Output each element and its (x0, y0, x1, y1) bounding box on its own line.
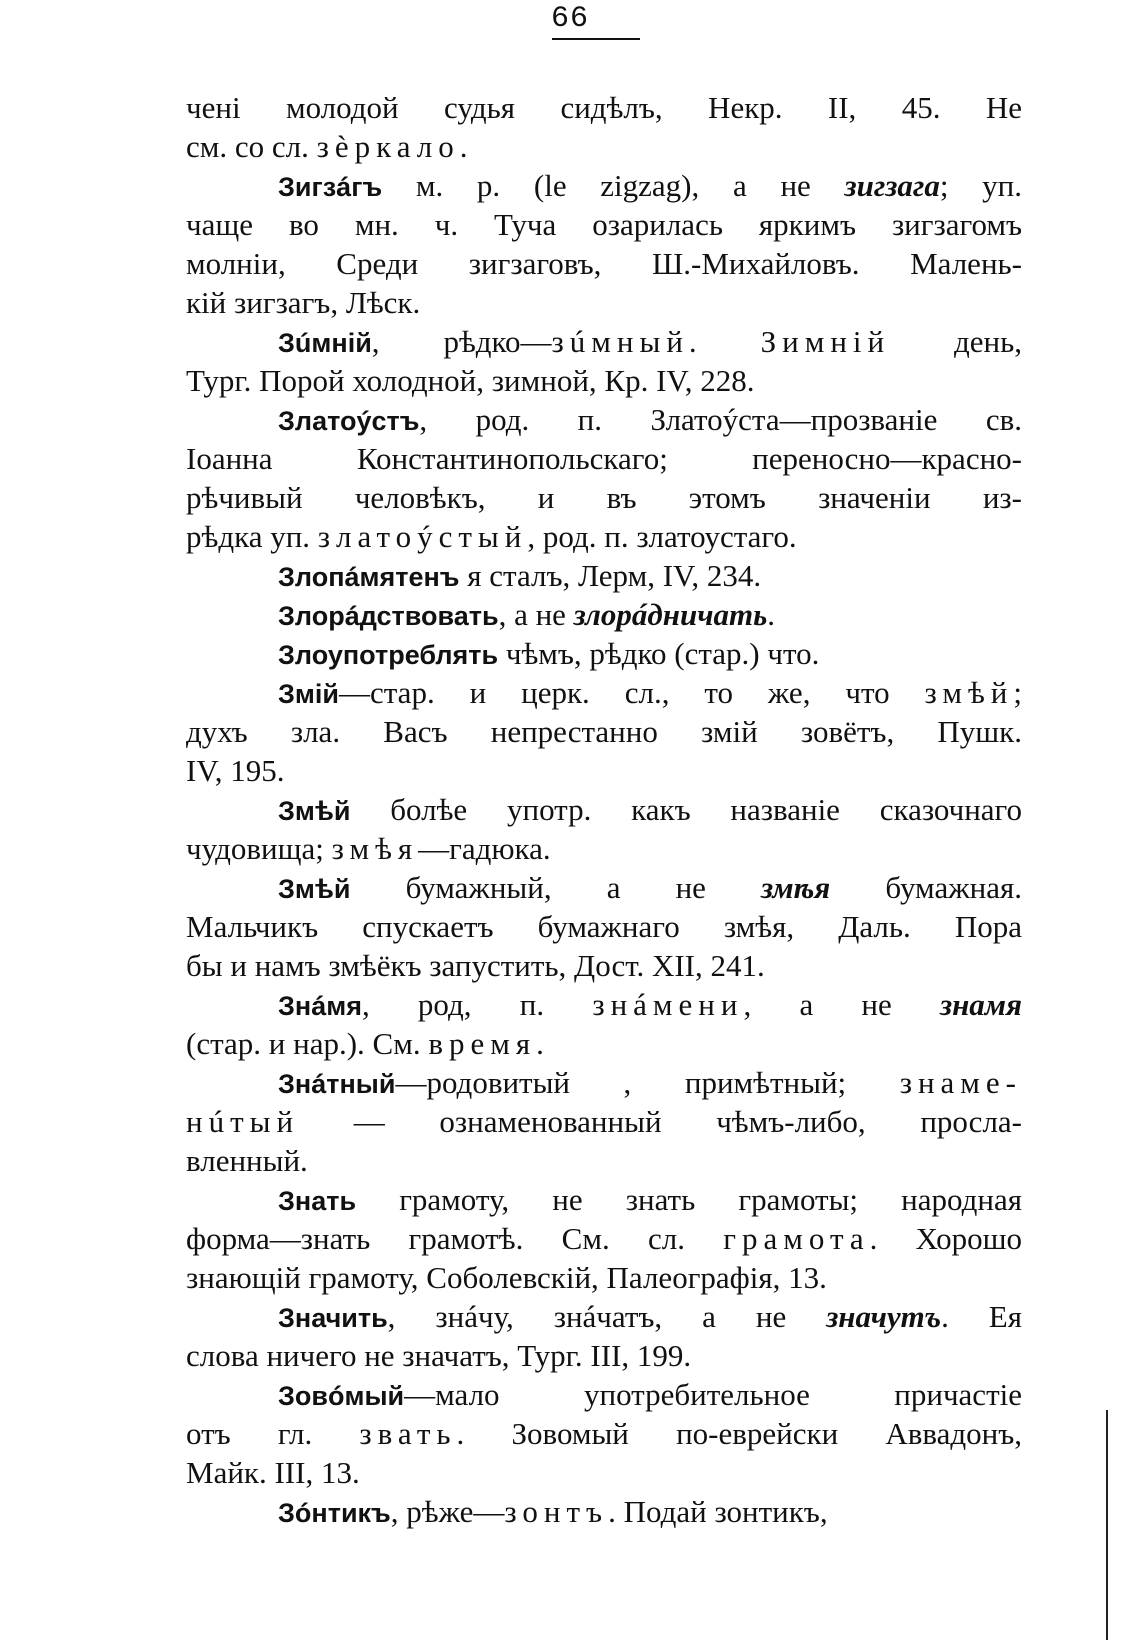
line-text: Іоанна Константинопольскаго; переносно—красно- (186, 441, 1022, 476)
line-text: . Хорошо (869, 1221, 1022, 1256)
text-line (186, 361, 1022, 400)
line-text: , рѣдко— (371, 324, 552, 359)
text-line (186, 712, 1022, 751)
text-line (186, 634, 1022, 673)
line-text: духъ зла. Васъ непрестанно змій зовётъ, Пушк. (186, 714, 1022, 749)
text-line (186, 127, 1022, 166)
text-line (186, 790, 1022, 829)
text-line (186, 88, 1022, 127)
line-text: —мало употребительное причастіе (404, 1377, 1022, 1412)
text-line (186, 517, 1022, 556)
headword: Зовóмый (278, 1381, 405, 1411)
line-text: грамоту, не знать грамоты; народная (356, 1182, 1022, 1217)
line-text: вленный. (186, 1143, 308, 1178)
line-text: . (767, 597, 776, 632)
line-text: , а не (498, 597, 574, 632)
line-text: день, (890, 324, 1022, 359)
spaced-term: грамота (723, 1221, 870, 1256)
line-text: , род. п. златоустаго. (527, 519, 797, 554)
line-text: IV, 195. (186, 753, 285, 788)
incorrect-form: злорáдничать (573, 597, 768, 632)
headword: Злоупотреблять (278, 640, 499, 670)
text-line (186, 1297, 1022, 1336)
line-text: кій зигзагъ, Лѣск. (186, 285, 421, 320)
page-number-rule (552, 38, 640, 40)
text-line (186, 829, 1022, 868)
line-text: , рѣже— (390, 1494, 505, 1529)
line-text: отъ гл. (186, 1416, 360, 1451)
line-text: Тург. Порой холодной, зимной, Кр. IV, 228. (186, 363, 755, 398)
headword: Змѣй (278, 874, 351, 904)
line-text: (стар. и нар.). См. (186, 1026, 429, 1061)
text-line (186, 1024, 1022, 1063)
text-line (186, 1492, 1022, 1531)
line-text: . (536, 1026, 544, 1061)
text-line (186, 478, 1022, 517)
text-line (186, 751, 1022, 790)
text-line (186, 244, 1022, 283)
text-line (186, 283, 1022, 322)
line-text: . (688, 324, 761, 359)
text-line (186, 322, 1022, 361)
line-text: —родовитый , примѣтный; (395, 1065, 900, 1100)
line-text: , род. п. Златоýста—прозваніе св. (419, 402, 1022, 437)
spaced-term: зонтъ (504, 1494, 609, 1529)
spaced-term: златоýстый (317, 519, 528, 554)
text-line (186, 1141, 1022, 1180)
spaced-term: змѣй (924, 675, 1014, 710)
line-text: см. со сл. (186, 129, 317, 164)
line-text: слова ничего не значатъ, Тург. III, 199. (186, 1338, 692, 1373)
line-text: . Подай зонтикъ, (608, 1494, 828, 1529)
text-line (186, 868, 1022, 907)
line-text: бумажная. (830, 870, 1022, 905)
headword: Зигзáгъ (278, 172, 383, 202)
line-text: ; (1013, 675, 1022, 710)
incorrect-form: зигзага (844, 168, 940, 203)
spaced-term: время (428, 1026, 537, 1061)
line-text: рѣчивый человѣкъ, и въ этомъ значеніи из- (186, 480, 1022, 515)
line-text: бумажный, а не (350, 870, 762, 905)
spaced-term: нúтый (186, 1104, 300, 1139)
text-line (186, 985, 1022, 1024)
line-text: Майк. III, 13. (186, 1455, 360, 1490)
line-text: , а не (743, 987, 940, 1022)
line-text: . Ея (941, 1299, 1022, 1334)
text-line (186, 166, 1022, 205)
spaced-term: зúмный (551, 324, 689, 359)
headword: Злорáдствовать (278, 601, 499, 631)
line-text: чѣмъ, рѣдко (стар.) что. (498, 636, 820, 671)
line-text: ; уп. (939, 168, 1022, 203)
spaced-term: знаме- (899, 1065, 1022, 1100)
text-line (186, 1375, 1022, 1414)
text-line (186, 1336, 1022, 1375)
line-text: молніи, Среди зигзаговъ, Ш.-Михайловъ. Малень- (186, 246, 1022, 281)
headword: Злопáмятенъ (278, 562, 460, 592)
spaced-term: звать (359, 1416, 457, 1451)
headword: Знать (278, 1186, 357, 1216)
line-text: чені молодой судья сидѣлъ, Некр. II, 45. Не (186, 90, 1022, 125)
text-line (186, 1063, 1022, 1102)
spaced-term: знáмени (592, 987, 744, 1022)
headword: Змій (278, 679, 339, 709)
page-number: 66 (550, 2, 589, 36)
line-text: . Зовомый по-еврейски Аввадонъ, (456, 1416, 1022, 1451)
line-text: бы и намъ змѣёкъ запустить, Дост. XII, 241. (186, 948, 765, 983)
text-line (186, 439, 1022, 478)
text-line (186, 1180, 1022, 1219)
line-text: рѣдка уп. (186, 519, 318, 554)
line-text: чаще во мн. ч. Туча озарилась яркимъ зигзагомъ (186, 207, 1022, 242)
line-text: , знáчу, знáчатъ, а не (387, 1299, 827, 1334)
text-line (186, 400, 1022, 439)
headword: Зúмній (278, 328, 372, 358)
line-text: , род, п. (361, 987, 593, 1022)
line-text: Мальчикъ спускаетъ бумажнаго змѣя, Даль. Пора (186, 909, 1022, 944)
incorrect-form: значутъ (826, 1299, 942, 1334)
line-text: — ознаменованный чѣмъ-либо, просла- (299, 1104, 1022, 1139)
line-text: знающій грамоту, Соболевскій, Палеографія, 13. (186, 1260, 827, 1295)
spaced-term: Зимній (760, 324, 891, 359)
line-text: чудовища; (186, 831, 332, 866)
incorrect-form: змѣя (761, 870, 831, 905)
headword: Значить (278, 1303, 388, 1333)
headword: Златоýстъ (278, 406, 420, 436)
line-text: —стар. и церк. сл., то же, что (339, 675, 925, 710)
line-text: —гадюка. (418, 831, 551, 866)
headword: Зóнтикъ (278, 1498, 391, 1528)
line-text: я сталъ, Лерм, IV, 234. (459, 558, 762, 593)
headword: Змѣй (278, 796, 351, 826)
spaced-term: змѣя (331, 831, 419, 866)
spaced-term: зѐркало (316, 129, 460, 164)
text-line (186, 1258, 1022, 1297)
text-line (186, 556, 1022, 595)
incorrect-form: знамя (939, 987, 1022, 1022)
line-text: форма—знать грамотѣ. См. сл. (186, 1221, 724, 1256)
headword: Знáтный (278, 1069, 396, 1099)
line-text: м. р. (le zigzag), а не (382, 168, 845, 203)
text-line (186, 1219, 1022, 1258)
text-line (186, 907, 1022, 946)
text-line (186, 595, 1022, 634)
text-line (186, 946, 1022, 985)
text-line (186, 1414, 1022, 1453)
page-edge-mark (1106, 1410, 1108, 1640)
line-text: . (459, 129, 468, 164)
line-text: болѣе употр. какъ названіе сказочнаго (350, 792, 1022, 827)
text-line (186, 1102, 1022, 1141)
text-line (186, 1453, 1022, 1492)
text-line (186, 673, 1022, 712)
headword: Знáмя (278, 991, 362, 1021)
text-line (186, 205, 1022, 244)
dictionary-text (186, 88, 1022, 1531)
